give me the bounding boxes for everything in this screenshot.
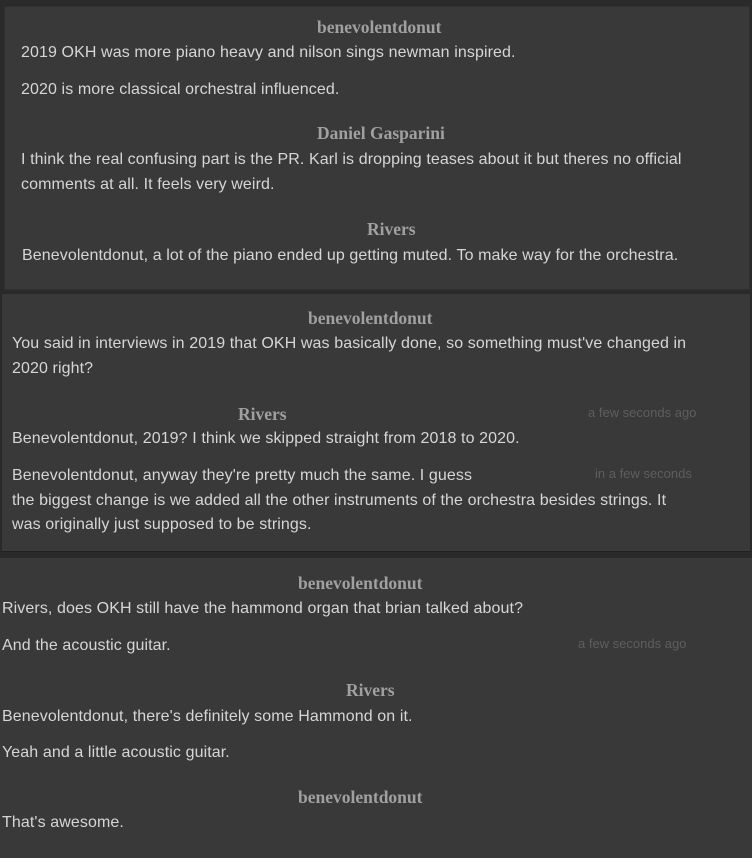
message-line: the biggest change is we added all the other instruments of the orchestra besides strings. It xyxy=(12,492,667,509)
message-line: Benevolentdonut, a lot of the piano ended up getting muted. To make way for the orchestra. xyxy=(22,247,679,264)
message-line: I think the real confusing part is the PR. Karl is dropping teases about it but theres no official xyxy=(21,151,682,168)
author-name[interactable]: benevolentdonut xyxy=(298,573,423,593)
message-line: That's awesome. xyxy=(2,814,124,831)
message-panel-3 xyxy=(0,558,752,858)
message-line: 2020 is more classical orchestral influenced. xyxy=(21,81,340,98)
message-line: 2020 right? xyxy=(12,360,94,377)
message-panel-2 xyxy=(2,294,750,552)
timestamp: in a few seconds xyxy=(595,466,692,481)
message-line: And the acoustic guitar. xyxy=(2,637,171,654)
message-line: 2019 OKH was more piano heavy and nilson sings newman inspired. xyxy=(21,44,516,61)
message-line: Yeah and a little acoustic guitar. xyxy=(2,744,230,761)
message-line: Benevolentdonut, anyway they're pretty much the same. I guess xyxy=(12,467,473,484)
message-line: Benevolentdonut, 2019? I think we skipped straight from 2018 to 2020. xyxy=(12,430,520,447)
author-name[interactable]: Daniel Gasparini xyxy=(317,123,445,143)
message-line: comments at all. It feels very weird. xyxy=(21,176,275,193)
author-name[interactable]: benevolentdonut xyxy=(317,17,442,37)
timestamp: a few seconds ago xyxy=(578,636,687,651)
message-line: Benevolentdonut, there's definitely some Hammond on it. xyxy=(2,708,413,725)
message-panel-1 xyxy=(4,6,750,290)
message-line: Rivers, does OKH still have the hammond organ that brian talked about? xyxy=(2,600,524,617)
timestamp: a few seconds ago xyxy=(588,405,697,420)
message-line: You said in interviews in 2019 that OKH was basically done, so something must've changed in xyxy=(12,335,687,352)
author-name[interactable]: benevolentdonut xyxy=(308,308,433,328)
message-line: was originally just supposed to be strings. xyxy=(12,516,312,533)
author-name[interactable]: Rivers xyxy=(346,680,395,700)
author-name[interactable]: benevolentdonut xyxy=(298,787,423,807)
author-name[interactable]: Rivers xyxy=(238,404,287,424)
author-name[interactable]: Rivers xyxy=(367,219,416,239)
